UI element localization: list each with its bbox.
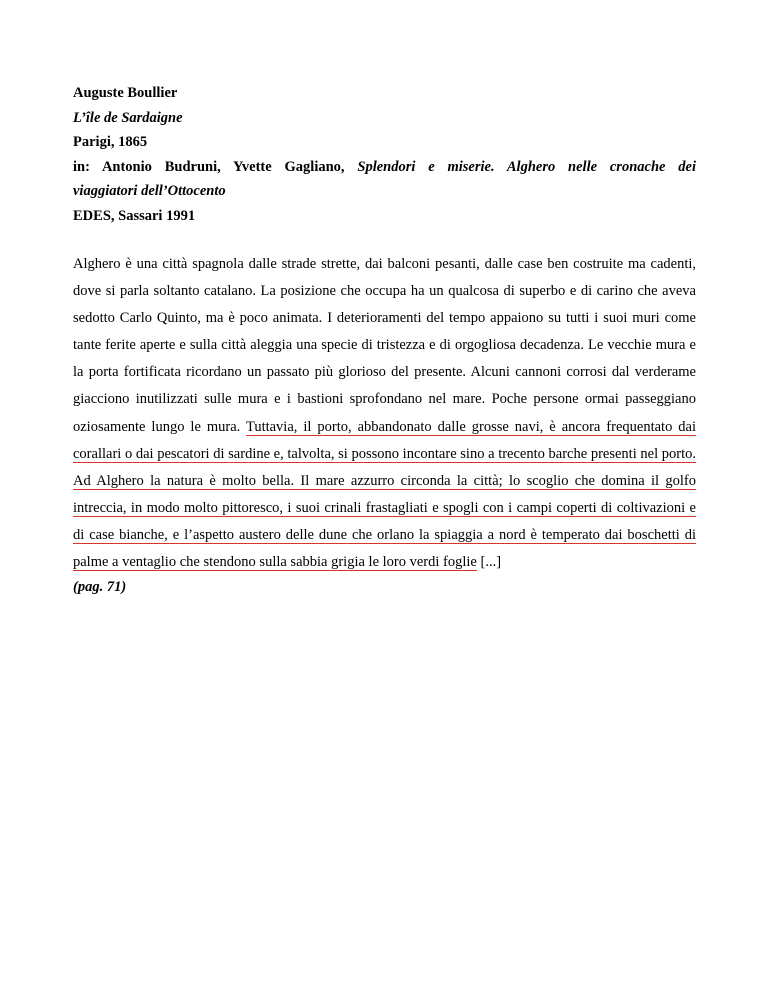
anthology-reference	[73, 155, 696, 180]
document-page	[73, 81, 696, 598]
passage-underlined-text: Tuttavia, il porto, abbandonato dalle grosse navi, è ancora frequentato dai corallari o dai pescatori di sardine e, talvolta, si possono incontare sino a trecento barche presenti nel porto. Ad Alghero la natura è molto bella. Il mare azzurro circonda la città; lo scoglio che domina il golfo intreccia, in modo molto pittoresco, i suoi crinali frastagliati e spogli con i campi coperti di coltivazioni e di case bianche, e l’aspetto austero delle dune che orlano la spiaggia a nord è temperato dai boschetti di palme a ventaglio che stendono sulla sabbia grigia le loro verdi foglie	[73, 418, 696, 571]
quoted-passage	[73, 251, 696, 576]
source-place-year: Parigi, 1865	[73, 134, 148, 150]
passage-ellipsis: [...]	[480, 554, 502, 571]
anthology-prefix: in: Antonio Budruni, Yvette Gagliano,	[73, 158, 345, 175]
anthology-title-part2: viaggiatori dell’Ottocento	[73, 183, 226, 199]
passage-plain-text: Alghero è una città spagnola dalle strade strette, dai balconi pesanti, dalle case ben costruite ma cadenti, dove si parla soltanto catalano. La posizione che occupa ha un qualcosa di superbo e di carino che aveva sedotto Carlo Quinto, ma è poco animata. I deterioramenti del tempo appaiono su tutti i suoi muri come tante ferite aperte e sulla città aleggia una specie di tristezza e di orgogliosa decadenza. Le vecchie mura e la porta fortificata ricordano un passato più glorioso del presente. Alcuni cannoni corrosi dal verderame giacciono inutilizzati sulle mura e i bastioni sprofondano nel mare. Poche persone ormai passeggiano oziosamente lungo le mura.	[73, 256, 696, 435]
section-spacer	[73, 228, 696, 251]
page-reference: (pag. 71)	[73, 579, 127, 596]
source-title: L’île de Sardaigne	[73, 109, 183, 126]
author-name: Auguste Boullier	[73, 85, 178, 101]
publisher-info: EDES, Sassari 1991	[73, 207, 196, 224]
anthology-title-part1: Splendori e miserie. Alghero nelle cronache dei	[357, 158, 696, 175]
